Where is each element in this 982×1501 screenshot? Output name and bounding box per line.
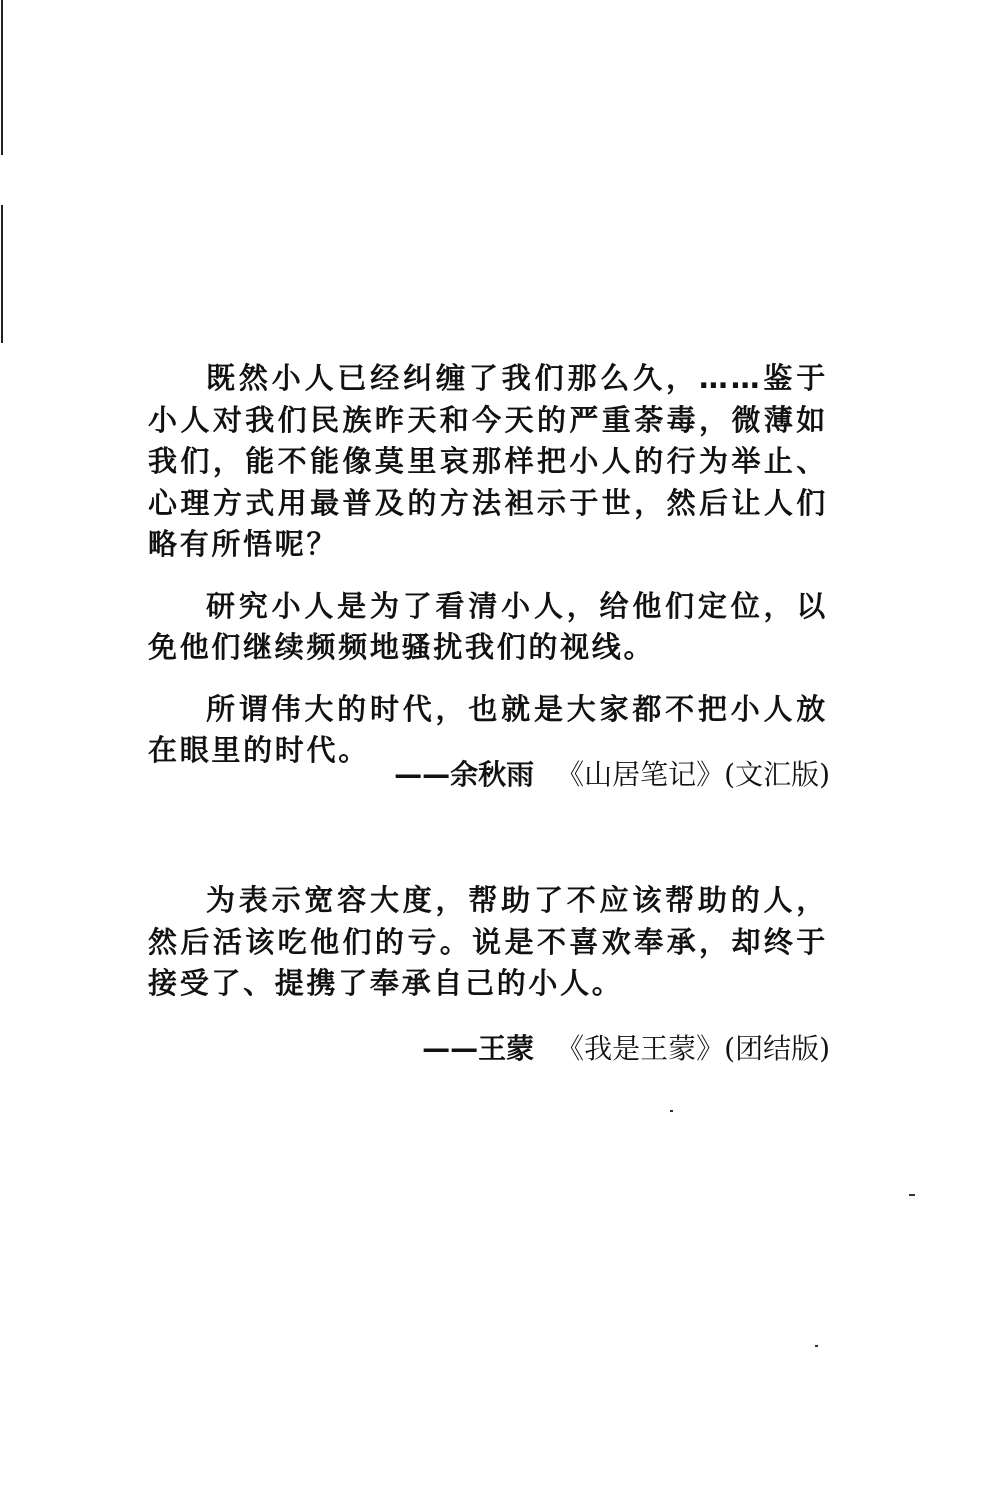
- attribution-work: 《山居笔记》(文汇版): [556, 758, 830, 791]
- page-edge-mark: [1, 0, 3, 155]
- attribution-author: 王蒙: [478, 1032, 535, 1065]
- quote-paragraph: 既然小人已经纠缠了我们那么久，……鉴于小人对我们民族昨天和今天的严重荼毒，微薄如我们，能不能像莫里哀那样把小人的行为举止、心理方式用最普及的方法袒示于世，然后让人们略有所悟呢？: [148, 361, 828, 561]
- attribution-dash: ——: [422, 1032, 479, 1065]
- attribution-author: 余秋雨: [450, 758, 535, 791]
- quote-paragraph: 研究小人是为了看清小人，给他们定位，以免他们继续频频地骚扰我们的视线。: [148, 588, 828, 664]
- scan-speck: [815, 1345, 818, 1347]
- attribution-work: 《我是王蒙》(团结版): [556, 1032, 830, 1065]
- attribution-dash: ——: [394, 758, 451, 791]
- attribution-1: [394, 758, 830, 792]
- quote-block-2: [148, 880, 828, 1005]
- page-edge-mark: [1, 205, 3, 343]
- quote-block-1: [148, 358, 828, 772]
- scan-speck: [670, 1110, 673, 1112]
- quote-paragraph: 所谓伟大的时代，也就是大家都不把小人放在眼里的时代。: [148, 691, 828, 767]
- quote-paragraph: 为表示宽容大度，帮助了不应该帮助的人，然后活该吃他们的亏。说是不喜欢奉承，却终于接受了、提携了奉承自己的小人。: [148, 883, 828, 1000]
- scan-speck: [909, 1194, 915, 1196]
- attribution-2: [422, 1032, 830, 1066]
